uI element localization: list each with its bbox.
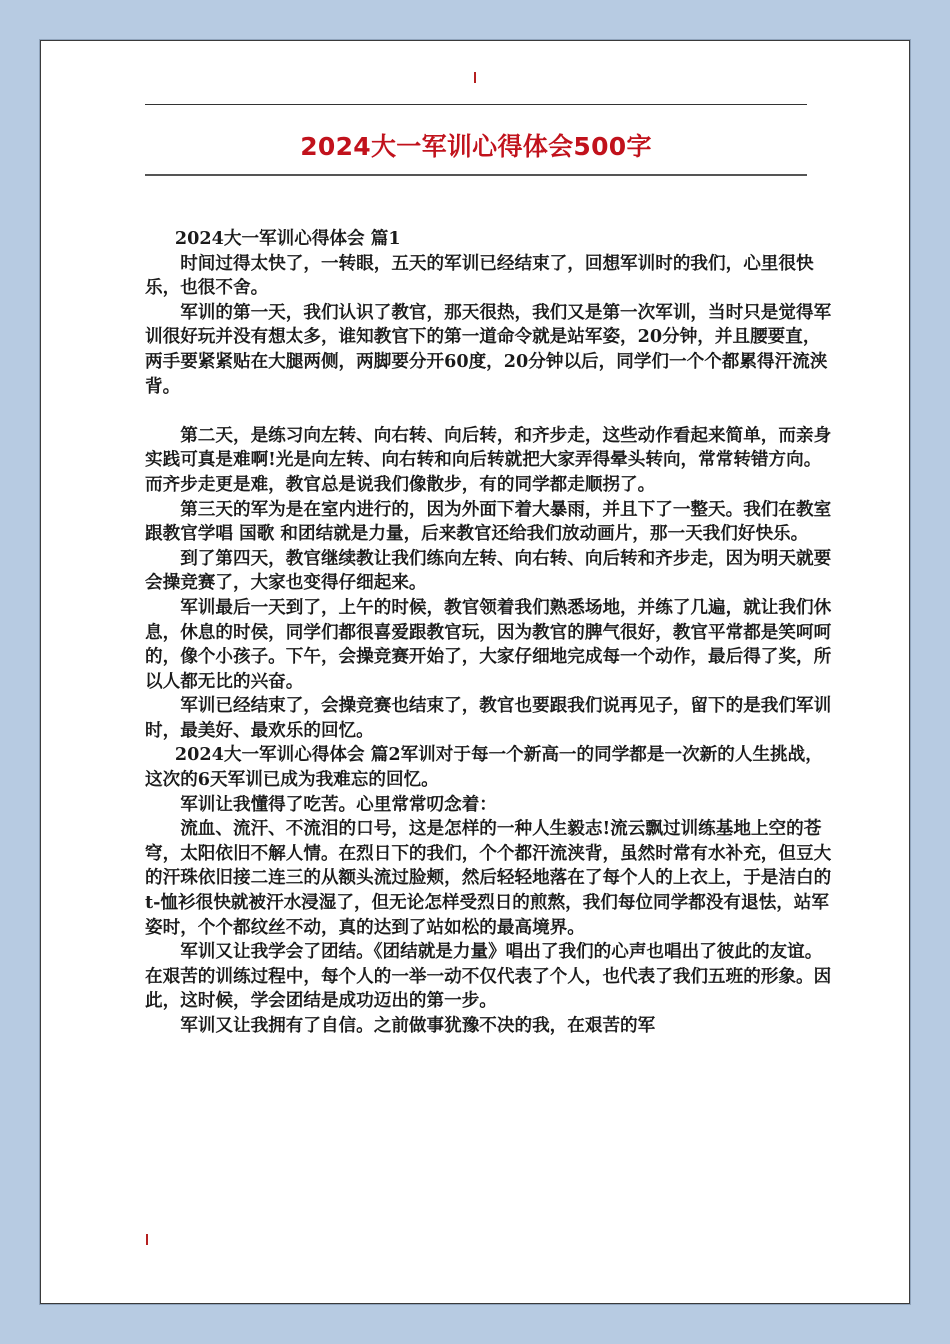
body-paragraph: 流血、流汗、不流泪的口号，这是怎样的一种人生毅志!流云飘过训练基地上空的苍穹，太阳依旧不解人情。在烈日下的我们，个个都汗流浃背，虽然时常有水补充，但豆大的汗珠依旧接二连三的从额头流过脸颊，然后轻轻地落在了每个人的上衣上，于是洁白的t-恤衫很快就被汗水浸湿了，但无论怎样受烈日的煎熬，我们每位同学都没有退怯，站军姿时，个个都纹丝不动，真的达到了站如松的最高境界。 <box>145 818 832 938</box>
body-paragraph: 第二天，是练习向左转、向右转、向后转，和齐步走，这些动作看起来简单，而亲身实践可真是难啊!光是向左转、向右转和向后转就把大家弄得晕头转向，常常转错方向。而齐步走更是难，教官总是说我们像散步，有的同学都走顺拐了。 <box>145 424 832 495</box>
header-rule <box>145 104 807 105</box>
title-underline-rule <box>145 174 807 176</box>
body-paragraph: 军训又让我拥有了自信。之前做事犹豫不决的我，在艰苦的军 <box>180 1015 656 1036</box>
body-paragraph: 时间过得太快了，一转眼，五天的军训已经结束了，回想军训时的我们，心里很快乐，也很不舍。 <box>145 252 814 299</box>
body-paragraph: 军训最后一天到了，上午的时候，教官领着我们熟悉场地，并练了几遍，就让我们休息，休息的时侯，同学们都很喜爱跟教官玩，因为教官的脾气很好，教官平常都是笑呵呵的，像个小孩子。下午，会操竞赛开始了，大家仔细地完成每一个动作，最后得了奖，所以人都无比的兴奋。 <box>145 596 832 692</box>
body-paragraph: 到了第四天，教官继续教让我们练向左转、向右转、向后转和齐步走，因为明天就要会操竞赛了，大家也变得仔细起来。 <box>145 547 832 594</box>
text-cursor-marker <box>474 72 476 83</box>
body-paragraph: 军训的第一天，我们认识了教官，那天很热，我们又是第一次军训，当时只是觉得军训很好玩并没有想太多，谁知教官下的第一道命令就是站军姿，20分钟，并且腰要直，两手要紧紧贴在大腿两侧，两脚要分开60度，20分钟以后，同学们一个个都累得汗流浃背。 <box>145 301 832 397</box>
body-paragraph: 军训又让我学会了团结。《团结就是力量》唱出了我们的心声也唱出了彼此的友谊。在艰苦的训练过程中，每个人的一举一动不仅代表了个人，也代表了我们五班的形象。因此，这时候，学会团结是成功迈出的第一步。 <box>145 941 832 1012</box>
text-cursor-marker <box>146 1234 148 1245</box>
section-heading: 2024大一军训心得体会 篇1 <box>174 228 401 249</box>
body-paragraph: 第三天的军为是在室内进行的，因为外面下着大暴雨，并且下了一整天。我们在教室跟教官学唱 国歌 和团结就是力量，后来教官还给我们放动画片，那一天我们好快乐。 <box>145 498 832 545</box>
section-heading: 2024大一军训心得体会 篇2军训对于每一个新高一的同学都是一次新的人生挑战，这次的6天军训已成为我难忘的回忆。 <box>145 744 823 791</box>
document-title: 2024大一军训心得体会500字 <box>300 132 652 161</box>
body-paragraph: 军训让我懂得了吃苦。心里常常叨念着： <box>180 793 497 815</box>
document-page <box>40 40 910 1304</box>
document-body <box>145 227 835 1039</box>
body-paragraph: 军训已经结束了，会操竞赛也结束了，教官也要跟我们说再见子，留下的是我们军训时，最美好、最欢乐的回忆。 <box>145 695 832 741</box>
